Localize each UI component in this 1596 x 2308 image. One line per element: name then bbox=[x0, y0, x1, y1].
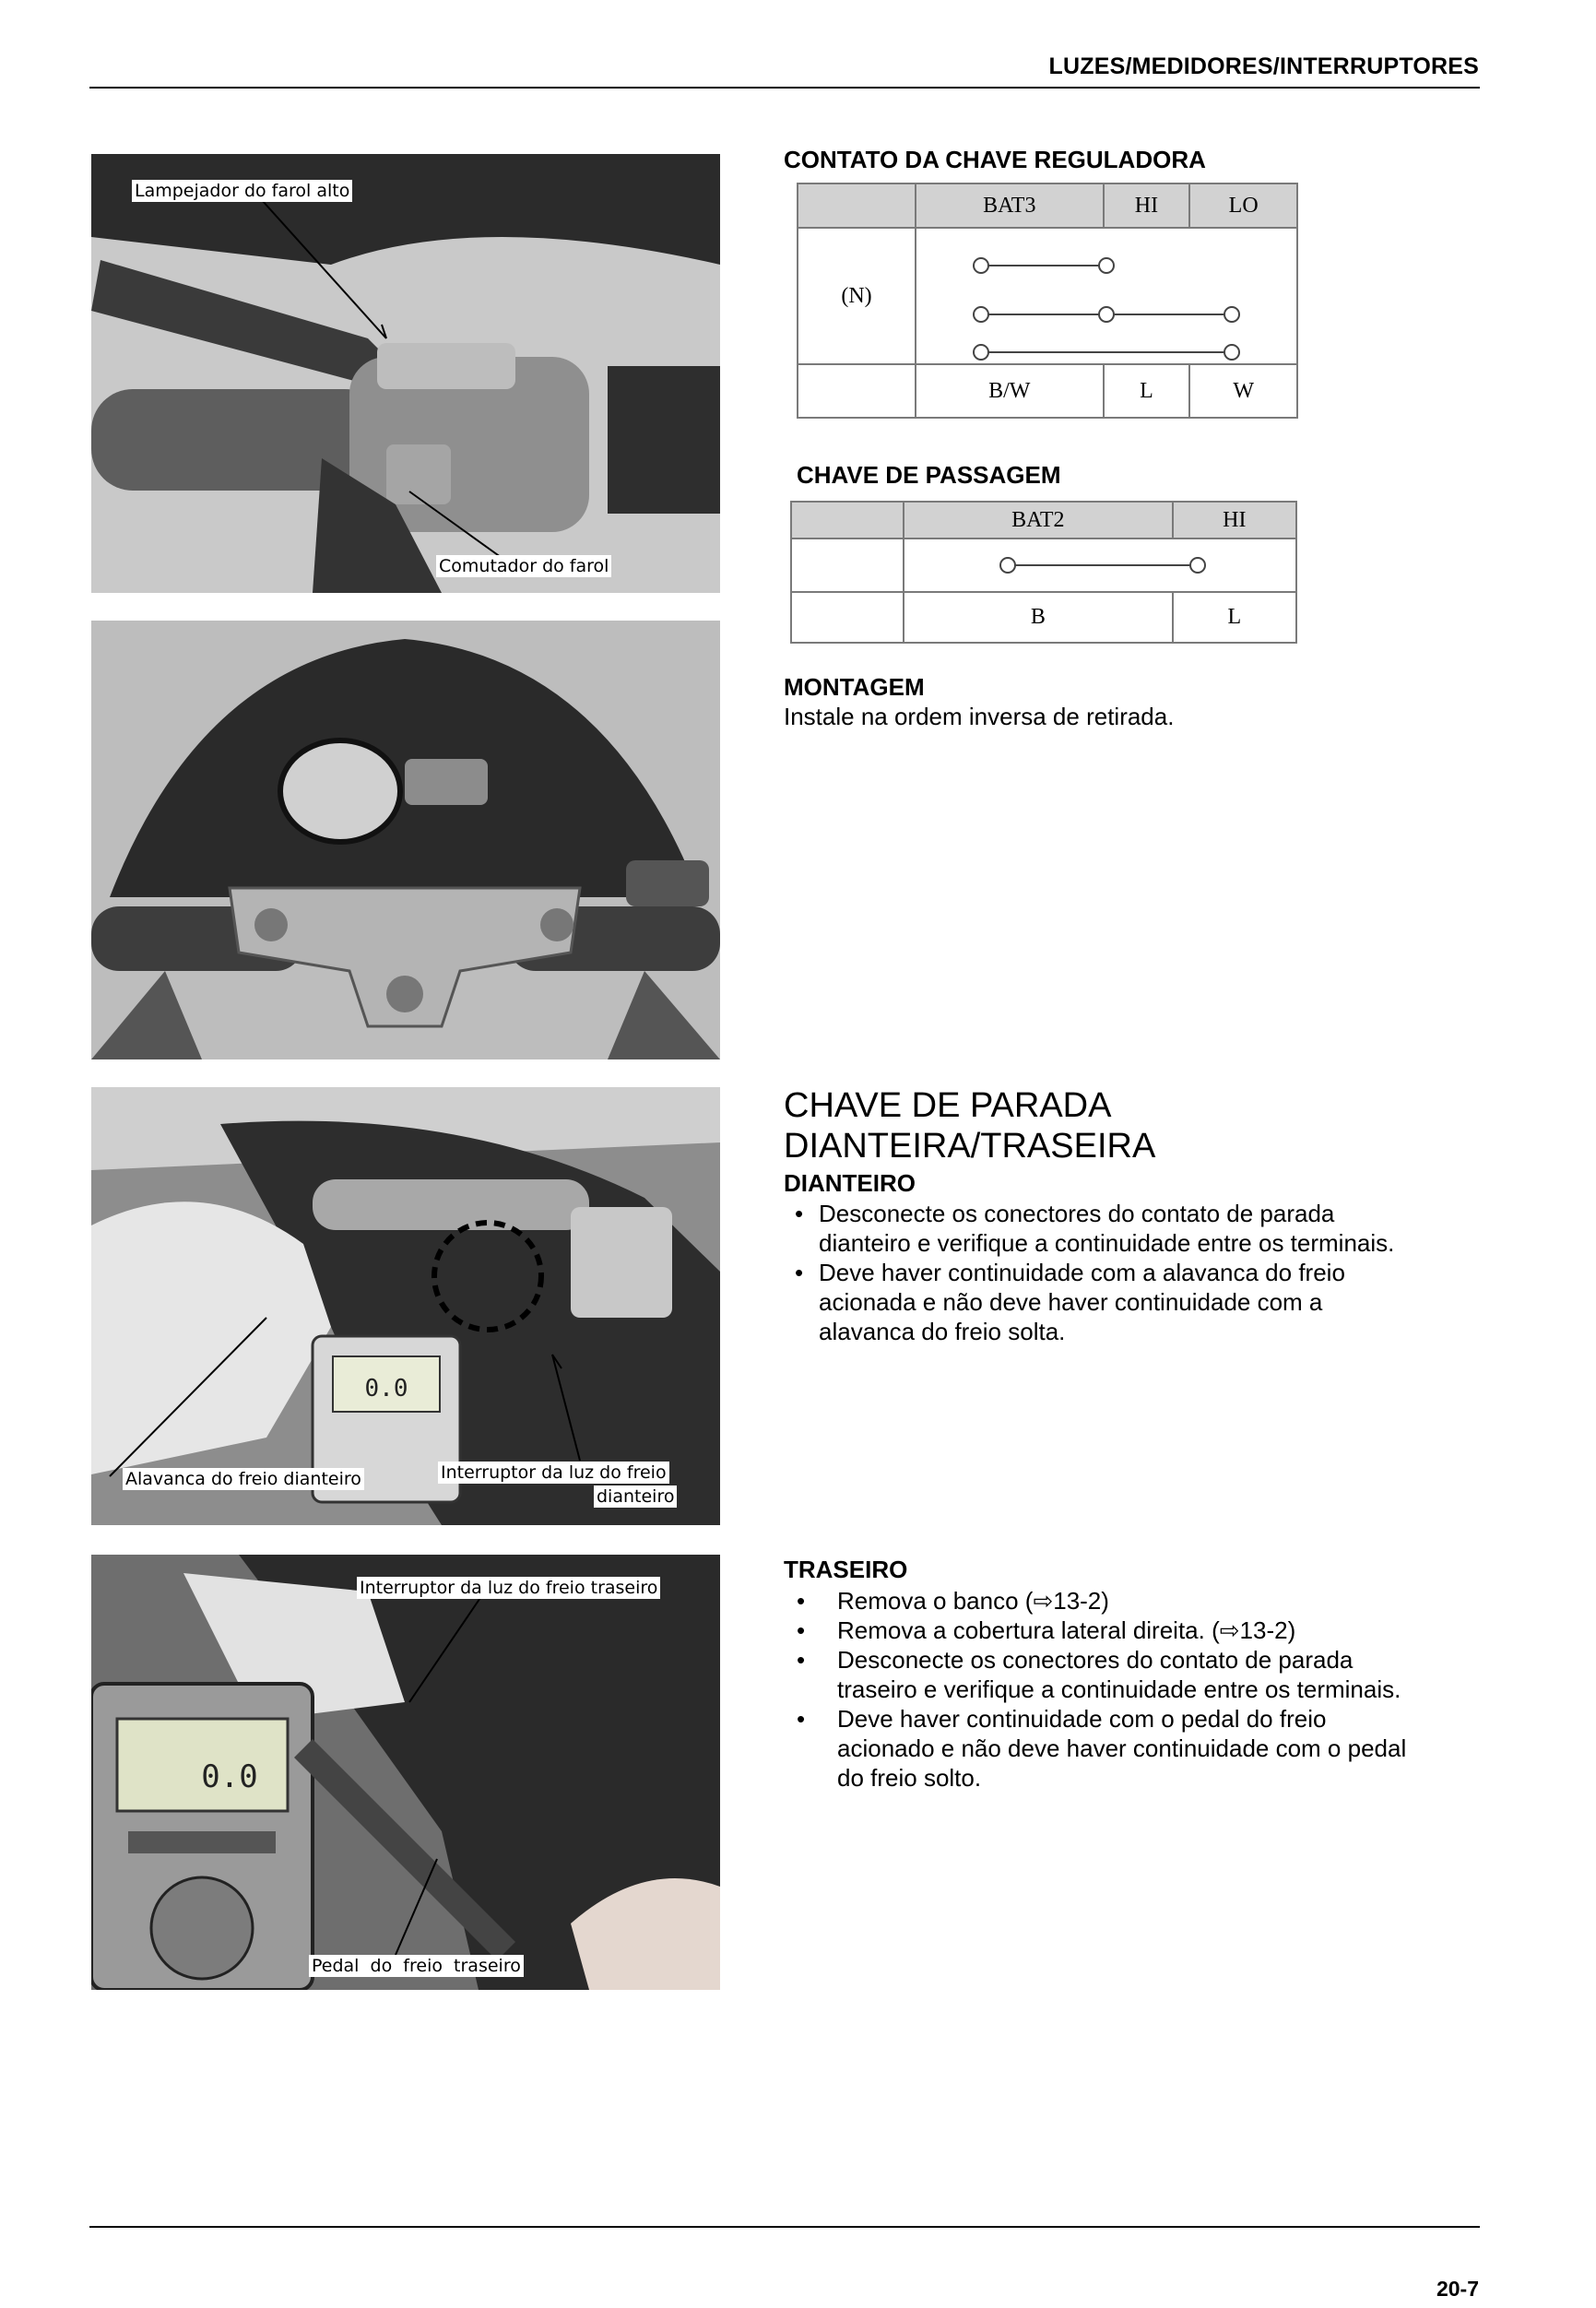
passing-col-hi: HI bbox=[1173, 502, 1296, 539]
brake-switch-title-line1: CHAVE DE PARADA bbox=[784, 1086, 1112, 1125]
rear-step-1 bbox=[784, 1586, 1466, 1616]
passing-switch-title: CHAVE DE PASSAGEM bbox=[797, 461, 1061, 489]
rear-step-3-line-1: • Desconecte os conectores do contato de parada bbox=[837, 1646, 1354, 1674]
photo-rear-brake-switch-drawing bbox=[91, 1555, 720, 1990]
caption-high-beam-flasher: Lampejador do farol alto bbox=[132, 180, 352, 202]
front-step-2-line-3: alavanca do freio solta. bbox=[819, 1318, 1066, 1345]
passing-header-corner bbox=[791, 502, 904, 539]
passing-color-b: B bbox=[904, 592, 1173, 643]
front-step-1-line-1: • Desconecte os conectores do contato de parada bbox=[819, 1200, 1335, 1227]
rear-step-4 bbox=[784, 1704, 1466, 1793]
passing-row-label bbox=[791, 539, 904, 592]
passing-switch-table bbox=[790, 501, 1297, 644]
front-step-2-line-1: • Deve haver continuidade com a alavanca do freio bbox=[819, 1259, 1345, 1286]
dimmer-continuity-cell bbox=[916, 228, 1297, 364]
dimmer-color-bw: B/W bbox=[916, 364, 1104, 418]
rear-step-3-line-2: traseiro e verifique a continuidade entre os terminais. bbox=[837, 1675, 1401, 1703]
photo-headlight-switch-drawing bbox=[91, 154, 720, 593]
dimmer-header-corner bbox=[798, 183, 916, 228]
passing-col-bat2: BAT2 bbox=[904, 502, 1173, 539]
rear-step-3 bbox=[784, 1645, 1466, 1704]
dimmer-col-bat3: BAT3 bbox=[916, 183, 1104, 228]
caption-headlight-dimmer: Comutador do farol bbox=[436, 555, 611, 577]
passing-color-l: L bbox=[1173, 592, 1296, 643]
caption-front-brake-light-switch-line2: dianteiro bbox=[594, 1485, 677, 1508]
rear-step-4-line-2: acionado e não deve haver continuidade com o pedal bbox=[837, 1734, 1407, 1762]
dimmer-col-lo: LO bbox=[1189, 183, 1297, 228]
photo-front-brake-switch-drawing bbox=[91, 1087, 720, 1525]
dimmer-color-w: W bbox=[1189, 364, 1297, 418]
dimmer-row-label: (N) bbox=[798, 228, 916, 364]
footer-rule bbox=[89, 2226, 1480, 2228]
passing-color-corner bbox=[791, 592, 904, 643]
photo-headlight-switch bbox=[91, 154, 720, 593]
photo-instrument-panel bbox=[91, 621, 720, 1059]
rear-brake-steps bbox=[784, 1586, 1466, 1793]
rear-brake-title: TRASEIRO bbox=[784, 1556, 908, 1583]
assembly-text: Instale na ordem inversa de retirada. bbox=[784, 703, 1175, 730]
photo-instrument-panel-drawing bbox=[91, 621, 720, 1059]
dimmer-color-corner bbox=[798, 364, 916, 418]
section-header-title: LUZES/MEDIDORES/INTERRUPTORES bbox=[1048, 53, 1479, 79]
brake-switch-title-line2: DIANTEIRA/TRASEIRA bbox=[784, 1127, 1156, 1166]
dimmer-switch-title: CONTATO DA CHAVE REGULADORA bbox=[784, 146, 1206, 173]
front-step-1 bbox=[784, 1199, 1448, 1258]
front-brake-steps bbox=[784, 1199, 1448, 1346]
rear-step-2 bbox=[784, 1616, 1466, 1645]
photo-front-brake-switch bbox=[91, 1087, 720, 1525]
dimmer-continuity-diagram bbox=[916, 229, 1296, 363]
rear-step-4-line-3: do freio solto. bbox=[837, 1764, 982, 1792]
caption-rear-brake-pedal: Pedal do freio traseiro bbox=[309, 1955, 524, 1977]
page-number: 20-7 bbox=[1436, 2277, 1479, 2301]
front-step-1-line-2: dianteiro e verifique a continuidade entre os terminais. bbox=[819, 1229, 1395, 1257]
dimmer-color-l: L bbox=[1104, 364, 1190, 418]
dimmer-col-hi: HI bbox=[1104, 183, 1190, 228]
rear-step-1-line-1: • Remova o banco (⇨13-2) bbox=[837, 1587, 1109, 1615]
photo-rear-brake-switch bbox=[91, 1555, 720, 1990]
front-brake-title: DIANTEIRO bbox=[784, 1169, 916, 1197]
passing-continuity-diagram bbox=[904, 539, 1295, 591]
front-step-2 bbox=[784, 1258, 1448, 1346]
rear-step-4-line-1: • Deve haver continuidade com o pedal do freio bbox=[837, 1705, 1327, 1733]
rear-meter-reading: 0.0 bbox=[201, 1758, 258, 1795]
front-step-2-line-2: acionada e não deve haver continuidade com a bbox=[819, 1288, 1323, 1316]
dimmer-switch-table bbox=[797, 183, 1298, 419]
passing-continuity-cell bbox=[904, 539, 1296, 592]
caption-rear-brake-light-switch: Interruptor da luz do freio traseiro bbox=[357, 1577, 660, 1599]
assembly-title: MONTAGEM bbox=[784, 673, 925, 701]
caption-front-brake-lever: Alavanca do freio dianteiro bbox=[123, 1468, 364, 1490]
caption-front-brake-light-switch: Interruptor da luz do freio bbox=[438, 1462, 669, 1484]
header-rule bbox=[89, 87, 1480, 89]
rear-step-2-line-1: • Remova a cobertura lateral direita. (⇨13-2) bbox=[837, 1616, 1296, 1644]
front-meter-reading: 0.0 bbox=[364, 1375, 408, 1403]
